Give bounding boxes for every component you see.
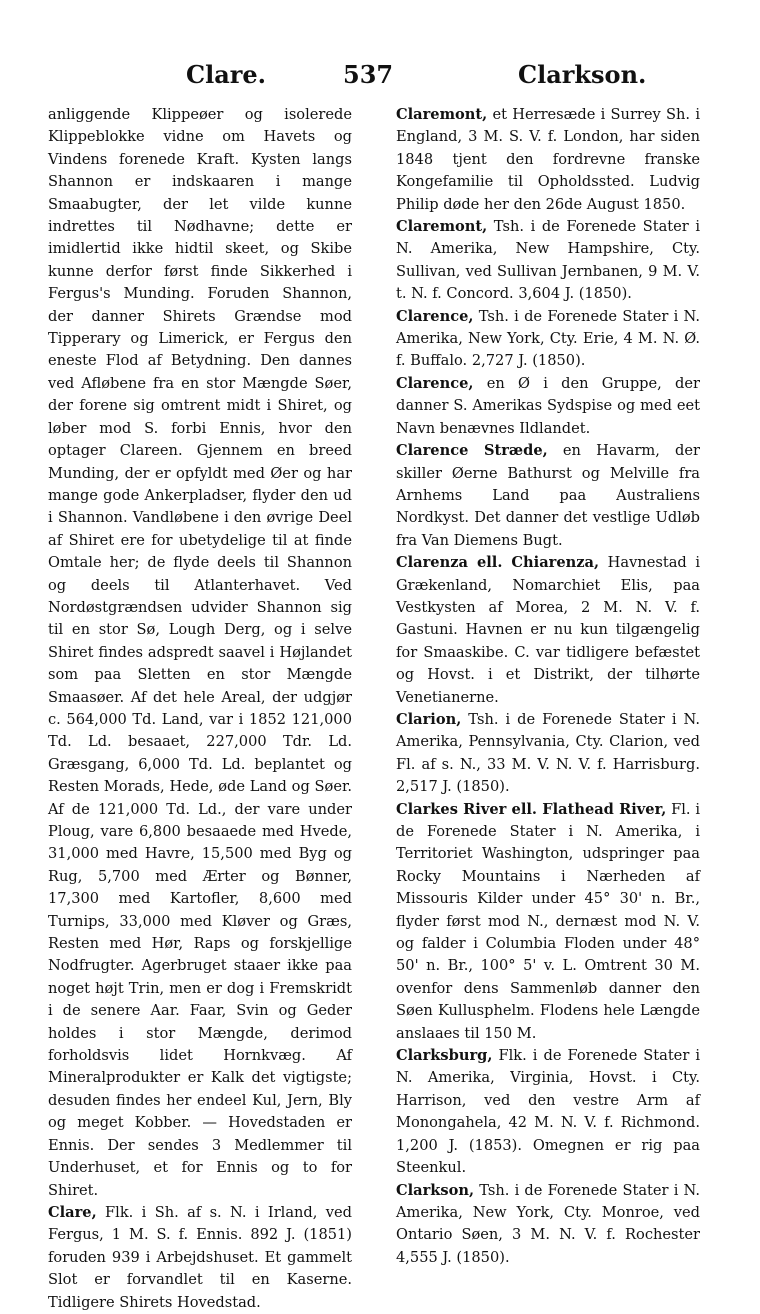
page-number: 537 bbox=[343, 60, 394, 89]
entry-text: Tsh. i de Forenede Stater i N. Amerika, New Hampshire, Cty. Sullivan, ved Sullivan Jernbanen, 9 M. V. t. N. f. Concord. 3,604 J. (1850). bbox=[396, 218, 700, 303]
entry-clarkes-river bbox=[396, 799, 700, 1045]
entry-text: Fl. i de Forenede Stater i N. Amerika, i Territoriet Washington, udspringer paa Rocky Mountains i Nærheden af Missouris Kilder under 45° 30' n. Br., flyder først mod N., dernæst mod N. V. og falder i Columbia Floden under 48° 50' n. Br., 100° 5' v. L. Omtrent 30 M. ovenfor dens Sammenløb danner den Søen Kullusphelm. Flodens hele Længde anslaaes til 150 M. bbox=[396, 800, 700, 1042]
headword: Clarksburg, bbox=[396, 1047, 493, 1065]
entry-text: Tsh. i de Forenede Stater i N. Amerika, New York, Cty. Erie, 4 M. N. Ø. f. Buffalo. 2,727 J. (1850). bbox=[396, 307, 701, 370]
entry-clarkson bbox=[396, 1180, 700, 1270]
headword: Clarion, bbox=[396, 710, 462, 728]
entry-clare-town bbox=[48, 1202, 352, 1314]
headword: Clarence, bbox=[396, 307, 474, 325]
entry-text: et Herresæde i Surrey Sh. i England, 3 M. S. V. f. London, har siden 1848 tjent den fordrevne franske Kongefamilie til Opholdssted. Ludvig Philip døde her den 26de August 1850. bbox=[396, 106, 701, 213]
headword: Claremont, bbox=[396, 218, 488, 236]
entry-text: Havnestad i Grækenland, Nomarchiet Elis, paa Vestkysten af Morea, 2 M. N. V. f. Gastuni. Havnen er nu kun tilgængelig for Smaaskibe. C. var tidligere befæstet og Hovst. i et Distrikt, der tilhørte Venetianerne. bbox=[396, 554, 700, 706]
left-column bbox=[48, 104, 352, 1314]
headword: Clarenza ell. Chiarenza, bbox=[396, 554, 600, 572]
header-right-guideword: Clarkson. bbox=[518, 60, 647, 89]
entry-clarence-new-york bbox=[396, 306, 700, 373]
entry-clarion bbox=[396, 709, 700, 799]
headword: Clarence Stræde, bbox=[396, 442, 548, 460]
headword: Clarkson, bbox=[396, 1181, 475, 1199]
headword: Clarence, bbox=[396, 374, 474, 392]
entry-clarence-island bbox=[396, 373, 700, 440]
headword: Clare, bbox=[48, 1203, 97, 1221]
headword: Claremont, bbox=[396, 106, 488, 123]
entry-text: en Havarm, der skiller Øerne Bathurst og Melville fra Arnhems Land paa Australiens Nordkyst. Det danner det vestlige Udløb fra Van Diemens Bugt. bbox=[396, 442, 700, 549]
entry-claremont-surrey bbox=[396, 104, 700, 216]
entry-text: Flk. i Sh. af s. N. i Irland, ved Fergus, 1 M. S. f. Ennis. 892 J. (1851) foruden 939 i Arbejdshuset. Et gammelt Slot er forvandlet til en Kaserne. Tidligere Shirets Hovedstad. bbox=[48, 1203, 352, 1311]
entry-text: Flk. i de Forenede Stater i N. Amerika, Virginia, Hovst. i Cty. Harrison, ved den vestre Arm af Monongahela, 42 M. N. V. f. Richmond. 1,200 J. (1853). Omegnen er rig paa Steenkul. bbox=[396, 1047, 700, 1177]
headword: Clarkes River ell. Flathead River, bbox=[396, 800, 667, 818]
clare-county-continuation: anliggende Klippeøer og isolerede Klippeblokke vidne om Havets og Vindens forenede Kraft. Kysten langs Shannon er indskaaren i mange Smaabugter, der let vilde kunne indrettes til Nødhavne; dette er imidlertid ikke hidtil skeet, og Skibe kunne derfor først finde Sikkerhed i Fergus's Munding. Foruden Shannon, der danner Shirets Grændse mod Tipperary og Limerick, er Fergus den eneste Flod af Betydning. Den dannes ved Afløbene fra en stor Mængde Søer, der forene sig omtrent midt i Shiret, og løber mod S. forbi Ennis, hvor den optager Clareen. Gjennem en breed Munding, der er opfyldt med Øer og har mange gode Ankerpladser, flyder den ud i Shannon. Vandløbene i den øvrige Deel af Shiret ere for ubetydelige til at finde Omtale her; de flyde deels til Shannon og deels til Atlanterhavet. Ved Nordøstgrændsen udvider Shannon sig til en stor Sø, Lough Derg, og i selve Shiret findes adspredt saavel i Højlandet som paa Sletten en stor Mængde Smaasøer. Af det hele Areal, der udgjør c. 564,000 Td. Land, var i 1852 121,000 Td. Ld. besaaet, 227,000 Tdr. Ld. Græsgang, 6,000 Td. Ld. beplantet og Resten Morads, Hede, øde Land og Søer. Af de 121,000 Td. Ld., der vare under Ploug, vare 6,800 besaaede med Hvede, 31,000 med Havre, 15,500 med Byg og Rug, 5,700 med Ærter og Bønner, 17,300 med Kartofler, 8,600 med Turnips, 33,000 med Kløver og Græs, Resten med Hør, Raps og forskjellige Nodfrugter. Agerbruget staaer ikke paa noget højt Trin, men er dog i Fremskridt i de senere Aar. Faar, Svin og Geder holdes i stor Mængde, derimod forholdsvis lidet Hornkvæg. Af Mineralprodukter er Kalk det vigtigste; desuden findes her endeel Kul, Jern, Bly og meget Kobber. — Hovedstaden er Ennis. Der sendes 3 Medlemmer til Underhuset, et for Ennis og to for Shiret. bbox=[48, 106, 352, 1199]
entry-text: Tsh. i de Forenede Stater i N. Amerika, New York, Cty. Monroe, ved Ontario Søen, 3 M. N. V. f. Rochester 4,555 J. (1850). bbox=[396, 1181, 700, 1266]
right-column bbox=[396, 104, 700, 1269]
entry-clarenza bbox=[396, 552, 700, 709]
header-left-guideword: Clare. bbox=[186, 60, 267, 89]
entry-clarksburg bbox=[396, 1045, 700, 1179]
entry-claremont-new-hampshire bbox=[396, 216, 700, 306]
page-header bbox=[48, 60, 712, 94]
entry-text: Tsh. i de Forenede Stater i N. Amerika, Pennsylvania, Cty. Clarion, ved Fl. af s. N., 33 M. V. N. V. f. Harrisburg. 2,517 J. (1850). bbox=[396, 710, 700, 796]
entry-text: en Ø i den Gruppe, der danner S. Amerikas Sydspise og med eet Navn benævnes Ildlandet. bbox=[396, 374, 701, 437]
entry-clarence-straede bbox=[396, 440, 700, 552]
